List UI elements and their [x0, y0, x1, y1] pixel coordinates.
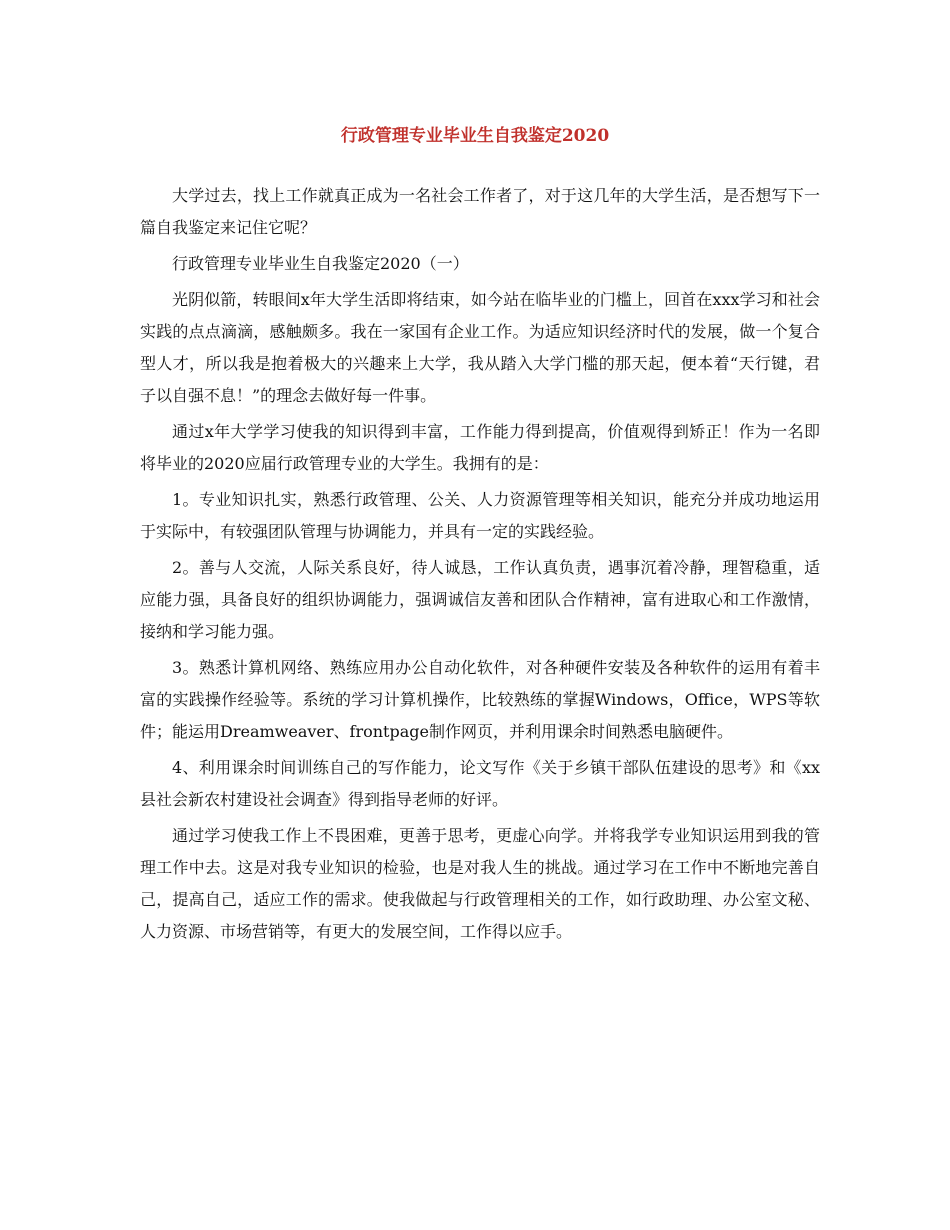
paragraph-section-heading: 行政管理专业毕业生自我鉴定2020（一） [172, 254, 469, 273]
paragraph-gains: 通过x年大学学习使我的知识得到丰富，工作能力得到提高，价值观得到矫正！作为一名即将毕业的2020应届行政管理专业的大学生。我拥有的是： [140, 422, 820, 473]
paragraph-intro: 大学过去，找上工作就真正成为一名社会工作者了，对于这几年的大学生活，是否想写下一篇自我鉴定来记住它呢？ [140, 186, 820, 237]
paragraph-point-3: 3。熟悉计算机网络、熟练应用办公自动化软件，对各种硬件安装及各种软件的运用有着丰富的实践操作经验等。系统的学习计算机操作，比较熟练的掌握Windows，Office，WPS等软件；能运用Dreamweaver、frontpage制作网页，并利用课余时间熟悉电脑硬件。 [140, 658, 820, 741]
paragraph-point-1: 1。专业知识扎实，熟悉行政管理、公关、人力资源管理等相关知识，能充分并成功地运用于实际中，有较强团队管理与协调能力，并具有一定的实践经验。 [140, 490, 820, 541]
paragraph-conclusion: 通过学习使我工作上不畏困难，更善于思考，更虚心向学。并将我学专业知识运用到我的管理工作中去。这是对我专业知识的检验，也是对我人生的挑战。通过学习在工作中不断地完善自己，提高自己，适应工作的需求。使我做起与行政管理相关的工作，如行政助理、办公室文秘、人力资源、市场营销等，有更大的发展空间，工作得以应手。 [140, 826, 820, 941]
document-body [140, 180, 820, 952]
document-title: 行政管理专业毕业生自我鉴定2020 [340, 126, 610, 146]
paragraph-point-4: 4、利用课余时间训练自己的写作能力，论文写作《关于乡镇干部队伍建设的思考》和《xx县社会新农村建设社会调查》得到指导老师的好评。 [140, 758, 820, 809]
paragraph-point-2: 2。善与人交流，人际关系良好，待人诚恳，工作认真负责，遇事沉着冷静，理智稳重，适应能力强，具备良好的组织协调能力，强调诚信友善和团队合作精神，富有进取心和工作激情，接纳和学习能力强。 [140, 558, 820, 641]
paragraph-reflection: 光阴似箭，转眼间x年大学生活即将结束，如今站在临毕业的门槛上，回首在xxx学习和社会实践的点点滴滴，感触颇多。我在一家国有企业工作。为适应知识经济时代的发展，做一个复合型人才，所以我是抱着极大的兴趣来上大学，我从踏入大学门槛的那天起，便本着“天行键，君子以自强不息！”的理念去做好每一件事。 [140, 290, 820, 405]
